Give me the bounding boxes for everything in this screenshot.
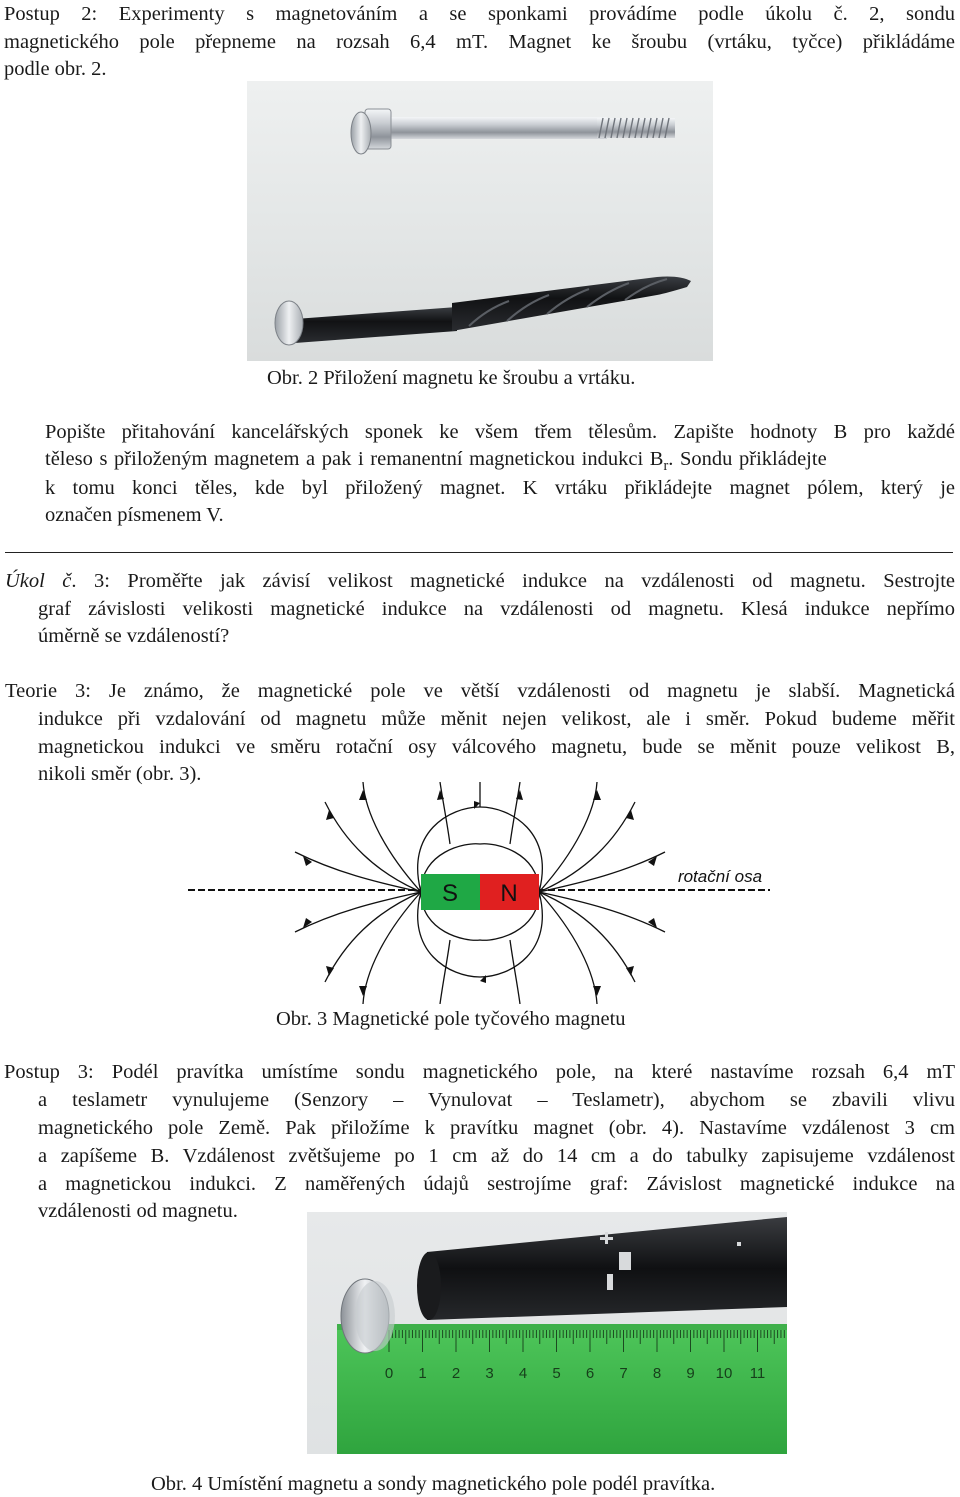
bolt-and-drill-image	[247, 81, 713, 361]
task3-line2: graf závislosti velikosti magnetické indukce na vzdálenosti od magnetu. Klesá indukce nepřímo	[38, 598, 955, 620]
theory3-line2: indukce při vzdalování od magnetu může měnit nejen velikost, ale i směr. Pokud budeme měřit	[38, 708, 955, 730]
ruler-number: 11	[749, 1365, 766, 1382]
task3-label: Úkol č	[5, 570, 72, 592]
para2-line2	[45, 449, 955, 473]
task3-line3: úměrně se vzdáleností?	[38, 625, 230, 647]
para1-line2: magnetického pole přepneme na rozsah 6,4 mT. Magnet ke šroubu (vrtáku, tyčce) přikládáme	[4, 31, 955, 53]
para3-line1: Postup 3: Podél pravítka umístíme sondu magnetického pole, na které nastavíme rozsah 6,4 mT	[4, 1061, 955, 1083]
figure3-caption: Obr. 3 Magnetické pole tyčového magnetu	[276, 1008, 626, 1030]
para2-line1: Popište přitahování kancelářských sponek ke všem třem tělesům. Zapište hodnoty B pro každé	[45, 421, 955, 443]
ruler-number: 3	[485, 1365, 494, 1382]
rotation-axis-label: rotační osa	[677, 867, 763, 886]
para2-line2-text: těleso s přiloženým magnetem a pak i remanentní magnetickou indukci B	[45, 448, 664, 470]
theory3-line3: magnetickou indukci ve směru rotační osy válcového magnetu, bude se měnit pouze velikost B,	[38, 736, 955, 758]
ruler-number: 8	[652, 1365, 662, 1382]
figure2-photo	[247, 81, 713, 361]
para1-line1: Postup 2: Experimenty s magnetováním a se sponkami provádíme podle úkolu č. 2, sondu	[4, 3, 955, 25]
figure4-caption: Obr. 4 Umístění magnetu a sondy magnetického pole podél pravítka.	[151, 1473, 716, 1495]
ruler-number: 2	[451, 1365, 461, 1382]
para3-line5: a magnetickou indukci. Z naměřených údajů sestrojíme graf: Závislost magnetické indukce na	[38, 1173, 955, 1195]
bar-magnet	[421, 874, 539, 910]
bolt-image	[351, 109, 675, 154]
para3-line2: a teslametr vynulujeme (Senzory – Vynulovat – Teslametr), abychom se zbavili vlivu	[38, 1089, 955, 1111]
pole-s-label: S	[441, 880, 459, 907]
ruler-number: 5	[552, 1365, 561, 1382]
theory3-line1: Teorie 3: Je známo, že magnetické pole ve větší vzdálenosti od magnetu je slabší. Magnetická	[5, 680, 955, 702]
task3-line1-text: . 3: Proměřte jak závisí velikost magnetické indukce na vzdálenosti od magnetu. Sestrojte	[71, 570, 956, 592]
task3-line1	[5, 570, 955, 593]
theory3-line4: nikoli směr (obr. 3).	[38, 763, 202, 785]
figure2-caption: Obr. 2 Přiložení magnetu ke šroubu a vrtáku.	[267, 367, 636, 389]
drill-image	[275, 277, 691, 346]
pole-n-label: N	[500, 880, 518, 907]
para2-line2-tail: . Sondu přikládejte	[668, 448, 827, 470]
ruler-number: 10	[715, 1365, 733, 1382]
para1-line3: podle obr. 2.	[4, 58, 107, 80]
ruler-number: 7	[619, 1365, 628, 1382]
ruler-number: 4	[518, 1365, 528, 1382]
ruler-magnet-probe-image	[307, 1212, 787, 1454]
magnetic-field-diagram	[185, 782, 780, 1004]
remanence-subscript: r	[663, 458, 669, 475]
ruler-number: 0	[384, 1365, 394, 1382]
para2-line3: k tomu konci těles, kde byl přiložený magnet. K vrtáku přikládejte magnet pólem, který je	[45, 477, 955, 499]
section-divider	[5, 552, 953, 553]
ruler-number: 9	[686, 1365, 695, 1382]
figure4-photo	[307, 1212, 787, 1454]
para3-line4: a zapíšeme B. Vzdálenost zvětšujeme po 1 cm až do 14 cm a do tabulky zapisujeme vzdálenost	[38, 1145, 955, 1167]
ruler-number: 1	[418, 1365, 427, 1382]
ruler-number: 6	[585, 1365, 595, 1382]
ruler	[337, 1324, 787, 1454]
para3-line6: vzdálenosti od magnetu.	[38, 1200, 238, 1222]
para3-line3: magnetického pole Země. Pak přiložíme k pravítku magnet (obr. 4). Nastavíme vzdálenost 3 cm	[38, 1117, 955, 1139]
figure3-diagram	[185, 782, 780, 1004]
para2-line4: označen písmenem V.	[45, 504, 224, 526]
